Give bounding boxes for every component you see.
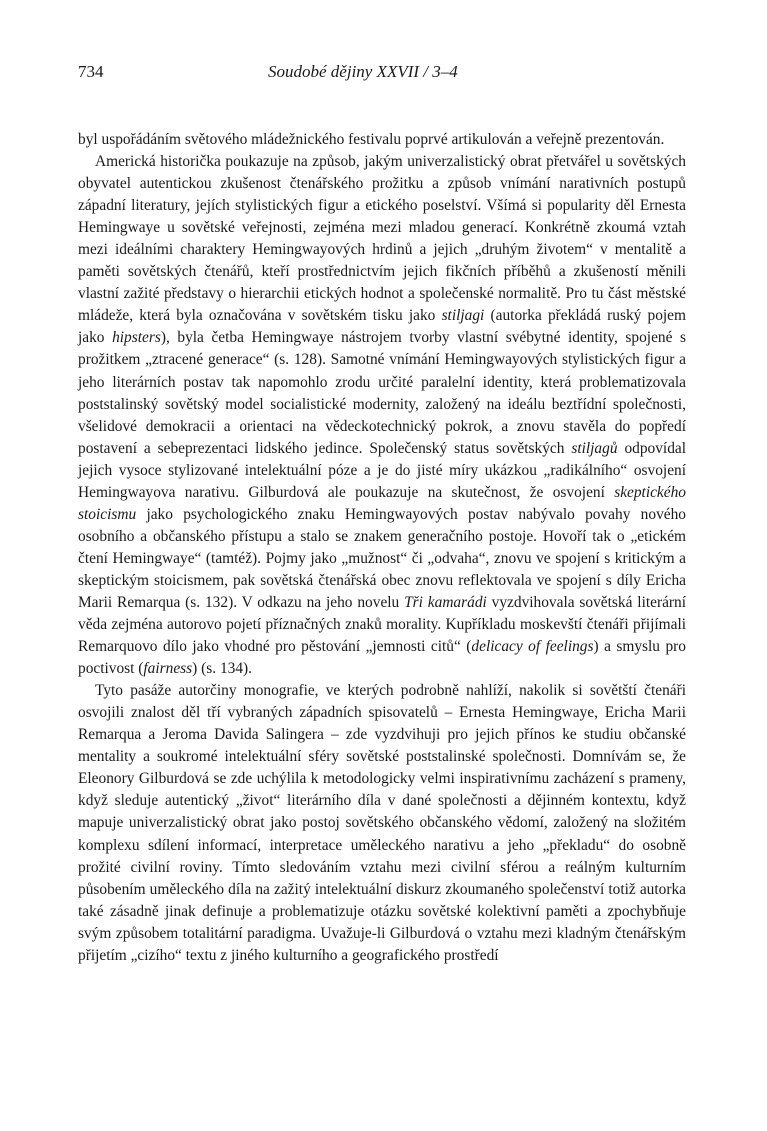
italic-term: delicacy of feelings (471, 638, 594, 656)
text-run: (autorka překládá ruský pojem jako (78, 307, 686, 347)
body-text (78, 129, 686, 967)
text-run: ) a smyslu pro poctivost ( (78, 638, 686, 678)
page-number: 734 (78, 62, 104, 81)
journal-title: Soudobé dějiny XXVII / 3–4 (268, 62, 458, 81)
italic-term: hipsters (112, 329, 161, 347)
text-run: odpovídal jejich vysoce stylizované intelektuální póze a je do jisté míry ukázkou „radikálního“ osvojení Hemingwayova narativu. Gilburdová ale poukazuje na skutečnost, že osvojení (78, 439, 686, 501)
paragraph-p2 (78, 151, 686, 680)
text-run: Tyto pasáže autorčiny monografie, ve kterých podrobně nahlíží, nakolik si sovětští čtenáři osvojili znalost děl tří vybraných západních spisovatelů – Ernesta Hemingwaye, Ericha Marii Remarqua a Jeroma Davida Salingera – zde vyzdvihuji pro jejich přínos ke studiu občanské mentality a soukromé intelektuální sféry sovětské poststalinské společnosti. Domnívám se, že Eleonory Gilburdová se zde uchýlila k metodologicky velmi inspirativnímu zacházení s prameny, když sleduje autentický „život“ literárního díla v dané společnosti a dějinném kontextu, když mapuje univerzalistický obrat jako postoj sovětského občanského vědomí, založený na složitém komplexu sdílení informací, interpretace uměleckého narativu a jeho „překladu“ do osobně prožité civilní roviny. Tímto sledováním vztahu mezi civilní sférou a reálným kulturním působením uměleckého díla na zažitý intelektuální diskurz zkoumaného společenství totiž autorka také zásadně jinak definuje a problematizuje otázku sovětské kolektivní paměti a zpochybňuje svým způsobem totalitární paradigma. Uvažuje-li Gilburdová o vztahu mezi kladným čtenářským přijetím „cizího“ textu z jiného kulturního a geografického prostředí (78, 682, 686, 964)
italic-term: Tři kamarádi (404, 593, 487, 611)
text-run: vyzdvihovala sovětská literární věda zejména autorovo pojetí příznačných znaků morality. Kupříkladu moskevští čtenáři přijímali Remarquovo dílo jako vhodné pro pěstování „jemnosti citů“ ( (78, 593, 686, 656)
text-run: Americká historička poukazuje na způsob, jakým univerzalistický obrat přetvářel u sovětských obyvatel autentickou zkušenost čtenářského prožitku a způsob vnímání narativních postupů západní literatury, jejích stylistických figur a etického poselství. Všímá si popularity děl Ernesta Hemingwaye u sovětské veřejnosti, zejména mezi mladou generací. Konkrétně zkoumá vztah mezi ideálními charaktery Hemingwayových hrdinů a jejich „druhým životem“ v mentalitě a paměti sovětských čtenářů, kteří prostřednictvím jejich fikčních příběhů a zkušeností měnili vlastní zažité představy o hierarchii etických hodnot a společenské normalitě. Pro tu část městské mládeže, která byla označována v sovětském tisku jako (78, 153, 686, 325)
text-run: ) (s. 134). (192, 660, 252, 678)
text-run: jako psychologického znaku Hemingwayových postav nabývalo povahy nového osobního a občanského přístupu a stalo se znakem generačního postoje. Hovoří tak o „etickém čtení Hemingwaye“ (tamtéž). Pojmy jako „mužnost“ či „odvaha“, znovu ve spojení s kritickým a skeptickým stoicismem, pak sovětská čtenářská obec znovu reflektovala ve spojení s díly Ericha Marii Remarqua (s. 132). V odkazu na jeho novelu (78, 505, 686, 611)
italic-term: skeptického stoicismu (78, 483, 686, 523)
italic-term: fairness (143, 660, 193, 678)
paragraph-p3 (78, 680, 686, 967)
running-header (78, 60, 686, 84)
italic-term: stiljagů (571, 439, 618, 457)
document-page (78, 60, 686, 967)
text-run: byl uspořádáním světového mládežnického festivalu poprvé artikulován a veřejně prezentován. (78, 131, 665, 148)
paragraph-p1 (78, 129, 686, 151)
italic-term: stiljagi (441, 307, 485, 325)
text-run: ), byla četba Hemingwaye nástrojem tvorby vlastní svébytné identity, spojené s prožitkem „ztracené generace“ (s. 128). Samotné vnímání Hemingwayových stylistických figur a jeho literárních postav tak napomohlo zrodu určité paralelní identity, která problematizovala poststalinský sovětský model socialistické modernity, založený na ideálu beztřídní společnosti, všelidové demokracii a orientaci na vědeckotechnický pokrok, a znovu stavěla do popředí postavení a sebeprezentaci lidského jedince. Společenský status sovětských (78, 329, 686, 457)
